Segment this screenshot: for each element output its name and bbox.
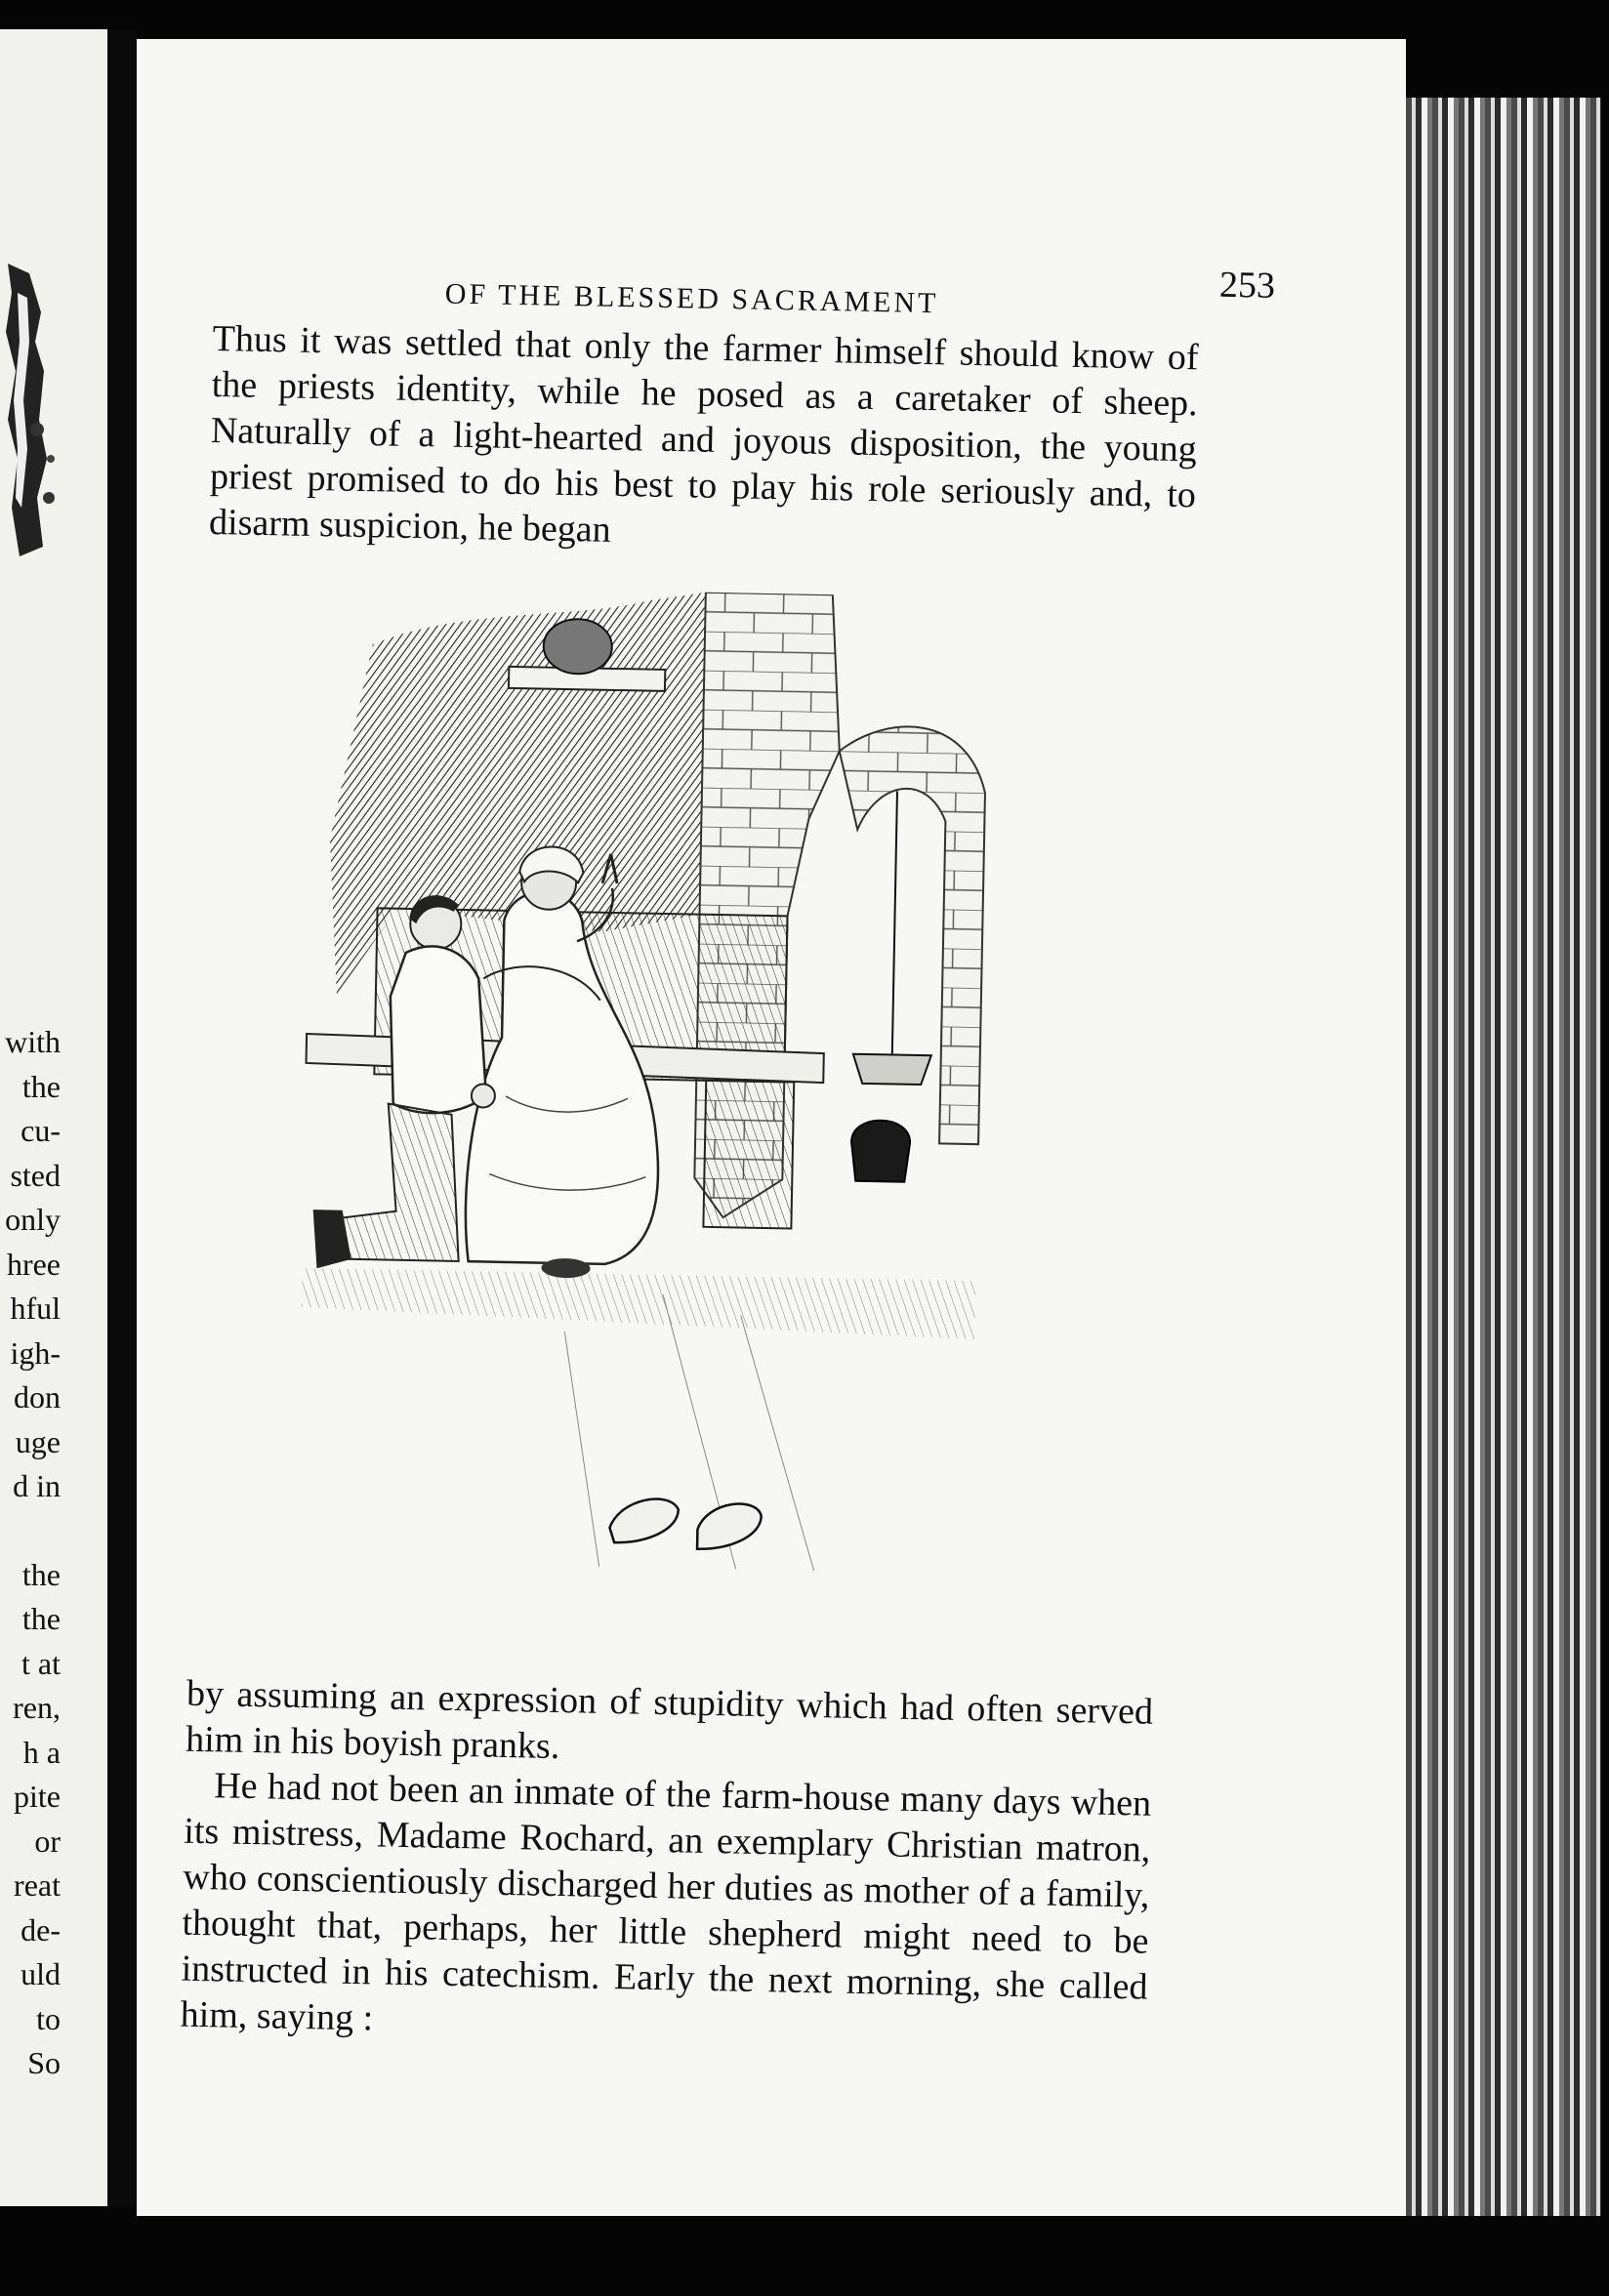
- left-page-fragment: or: [34, 1823, 61, 1859]
- left-page-fragment: the: [21, 1068, 61, 1104]
- hanging-pot: [852, 1054, 931, 1086]
- floor-stones: [560, 1292, 819, 1571]
- left-page-fragment: h a: [22, 1734, 61, 1770]
- left-page-fragment: to: [36, 2000, 61, 2036]
- left-page-fragment: with: [5, 1024, 61, 1059]
- left-page-fragment: d in: [13, 1468, 61, 1503]
- left-page-fragment: ren,: [13, 1690, 61, 1725]
- page-number: 253: [1218, 264, 1276, 307]
- left-page-fragment: So: [27, 2045, 61, 2080]
- left-page-fragment: [5, 1509, 61, 1553]
- bench-leg: [703, 1081, 794, 1229]
- page-content: [180, 225, 1276, 2057]
- ornament-icon: [0, 254, 68, 566]
- paragraph-top: Thus it was settled that only the farmer himself should know of the priests identity, while he posed as a caretaker of sheep. Naturally of a light-hearted and joyous disposition, the young priest promised to do his best to play his role seriously and, to disarm suspicion, he began: [208, 317, 1199, 551]
- left-page-fragment: de-: [21, 1911, 61, 1948]
- left-page-fragment: hful: [10, 1291, 61, 1326]
- left-page-fragment: sted: [10, 1157, 61, 1193]
- left-page-fragment: t at: [21, 1645, 61, 1681]
- left-page-fragment: igh-: [10, 1334, 61, 1371]
- engraving-illustration: [266, 584, 1126, 1654]
- left-page-fragment: only: [5, 1202, 61, 1237]
- left-page-fragment: reat: [14, 1867, 61, 1903]
- hearth-floor: [301, 1268, 975, 1339]
- jar: [543, 619, 612, 675]
- page-edges: [1406, 98, 1601, 2216]
- kettle: [850, 1120, 910, 1182]
- left-page-fragment: hree: [6, 1246, 61, 1282]
- running-head: OF THE BLESSED SACRAMENT: [444, 277, 939, 320]
- left-page-fragment: the: [21, 1601, 61, 1636]
- left-page-fragment: the: [21, 1556, 61, 1592]
- book-page: [137, 39, 1406, 2216]
- left-page-text-fragments: [5, 1020, 61, 2086]
- left-page-fragment: uge: [15, 1423, 61, 1459]
- text-below-illustration: [180, 1671, 1153, 2057]
- gutter: [107, 29, 137, 2206]
- left-page-fragment: pite: [14, 1779, 61, 1814]
- left-page-fragment: cu-: [21, 1113, 61, 1148]
- paragraph-continued: by assuming an expression of stupidity which had often served him in his boyish pranks.: [185, 1672, 1154, 1768]
- pot-chain: [892, 792, 897, 1055]
- left-page: [0, 29, 107, 2206]
- left-page-fragment: don: [14, 1379, 61, 1414]
- wooden-shoes: [609, 1498, 762, 1550]
- left-page-fragment: uld: [21, 1956, 61, 1991]
- paragraph-next: He had not been an inmate of the farm-house many days when its mistress, Madame Rochard, an exemplary Christian matron, who conscientiously discharged her duties as mother of a family, thought that, perhaps, her little shepherd might need to be instructed in his catechism. Early the next morning, she called him, saying :: [180, 1765, 1152, 2039]
